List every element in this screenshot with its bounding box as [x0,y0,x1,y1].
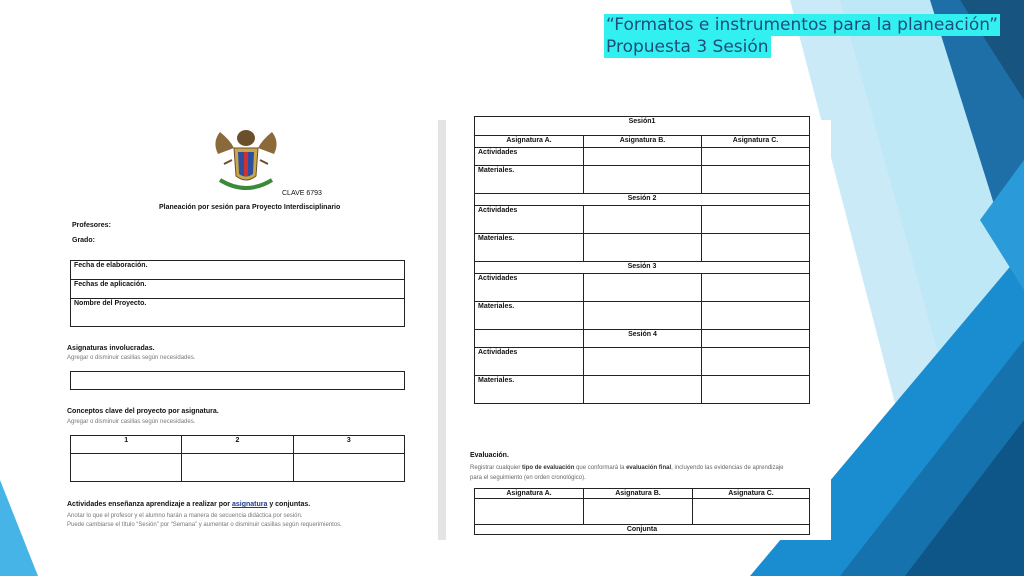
sesiones-table [474,116,810,404]
doc-clave: CLAVE 6793 [282,190,322,197]
fechas-aplicacion-cell: Fechas de aplicación. [71,280,405,299]
document-page-left [36,120,438,540]
fecha-elaboracion-cell: Fecha de elaboración. [71,261,405,280]
actividades-title [67,501,310,508]
evaluacion-note [470,463,820,483]
asignaturas-note: Agregar o disminuir casillas según necesidades. [67,355,196,361]
s3-actividades: Actividades [475,274,584,302]
actividades-note-2: Puede cambiarse el título “Sesión” por “Semana” y aumentar o disminuir casillas según requerimientos. [67,522,342,528]
grado-label: Grado: [72,237,95,244]
conceptos-title: Conceptos clave del proyecto por asignatura. [67,408,219,415]
actividades-note-1: Anotar lo que el profesor y el alumno harán a manera de secuencia didáctica por sesión. [67,513,303,519]
conceptos-table [70,435,405,482]
s2-materiales: Materiales. [475,234,584,262]
evaluacion-title: Evaluación. [470,452,509,459]
actividades-title-part2: asignatura [231,501,268,508]
sesion3-header: Sesión 3 [475,262,810,274]
conceptos-col-1: 1 [71,436,182,454]
asignatura-c-header: Asignatura C. [702,136,810,148]
asignatura-a-header: Asignatura A. [475,136,584,148]
unam-emblem-icon [210,124,282,194]
actividades-title-part1: Actividades enseñanza aprendizaje a realizar por [67,501,231,508]
asignaturas-box [70,371,405,390]
eval-asignatura-b: Asignatura B. [584,489,693,499]
eval-note-part6: para el seguimiento (en orden cronológico). [470,475,586,481]
eval-note-part2: tipo de evaluación [522,465,575,471]
document-page-right [438,120,831,540]
profesores-label: Profesores: [72,222,111,229]
s4-materiales: Materiales. [475,376,584,404]
eval-note-part5: , incluyendo las evidencias de aprendizaje [671,465,784,471]
actividades-title-part3: y conjuntas. [269,501,311,508]
asignatura-b-header: Asignatura B. [584,136,702,148]
eval-note-part1: Registrar cualquier [470,465,523,471]
eval-asignatura-c: Asignatura C. [693,489,810,499]
s4-actividades: Actividades [475,348,584,376]
s2-actividades: Actividades [475,206,584,234]
sesion4-header: Sesión 4 [584,330,702,348]
s3-materiales: Materiales. [475,302,584,330]
nombre-proyecto-cell: Nombre del Proyecto. [71,299,405,327]
conceptos-col-2: 2 [182,436,293,454]
slide-title-line1: “Formatos e instrumentos para la planeación” [606,15,998,35]
evaluacion-table [474,488,810,535]
s1-actividades: Actividades [475,148,584,166]
sesion1-header: Sesión1 [475,117,810,136]
eval-note-part4: evaluación final [626,465,672,471]
doc-heading: Planeación por sesión para Proyecto Interdisciplinario [159,204,341,211]
slide-title-line2: Propuesta 3 Sesión [606,37,769,57]
project-info-table [70,260,405,327]
asignaturas-title: Asignaturas involucradas. [67,345,155,352]
eval-asignatura-a: Asignatura A. [475,489,584,499]
conceptos-note: Agregar o disminuir casillas según necesidades. [67,419,196,425]
conceptos-col-3: 3 [293,436,404,454]
slide-title [604,14,1000,58]
document-screenshot [36,120,831,540]
sesion2-header: Sesión 2 [475,194,810,206]
eval-note-part3: que conformará la [574,465,627,471]
s1-materiales: Materiales. [475,166,584,194]
eval-conjunta: Conjunta [475,525,810,535]
